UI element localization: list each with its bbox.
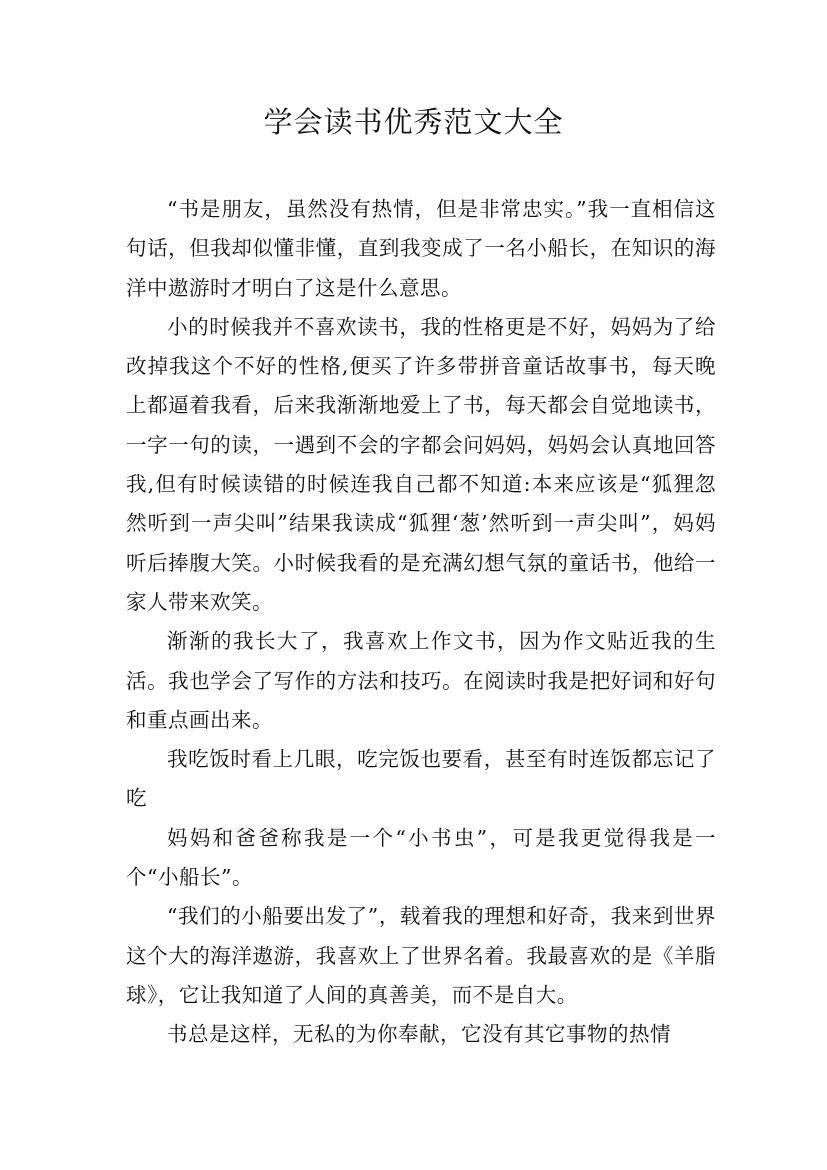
document-body <box>126 190 716 1055</box>
paragraph: 妈妈和爸爸称我是一个“小书虫”，可是我更觉得我是一个“小船长”。 <box>126 825 716 890</box>
paragraph: 小的时候我并不喜欢读书，我的性格更是不好，妈妈为了给改掉我这个不好的性格,便买了许多带拼音童话故事书，每天晚上都逼着我看，后来我渐渐地爱上了书，每天都会自觉地读书，一字一句的读，一遇到不会的字都会问妈妈，妈妈会认真地回答我,但有时候读错的时候连我自己都不知道:本来应该是“狐狸忽然听到一声尖叫”结果我读成“狐狸‘葱’然听到一声尖叫”，妈妈听后捧腹大笑。小时候我看的是充满幻想气氛的童话书，他给一家人带来欢笑。 <box>126 314 716 614</box>
paragraph: “书是朋友，虽然没有热情，但是非常忠实。”我一直相信这句话，但我却似懂非懂，直到我变成了一名小船长，在知识的海洋中遨游时才明白了这是什么意思。 <box>126 197 716 300</box>
paragraph: 书总是这样，无私的为你奉献，它没有其它事物的热情 <box>167 1022 671 1047</box>
paragraph: 我吃饭时看上几眼，吃完饭也要看，甚至有时连饭都忘记了吃 <box>126 747 716 811</box>
paragraph: “我们的小船要出发了”，载着我的理想和好奇，我来到世界这个大的海洋遨游，我喜欢上了世界名着。我最喜欢的是《羊脂球》，它让我知道了人间的真善美，而不是自大。 <box>126 904 716 1007</box>
document-title: 学会读书优秀范文大全 <box>263 105 564 139</box>
paragraph: 渐渐的我长大了，我喜欢上作文书，因为作文贴近我的生活。我也学会了写作的方法和技巧。在阅读时我是把好词和好句和重点画出来。 <box>126 629 716 732</box>
